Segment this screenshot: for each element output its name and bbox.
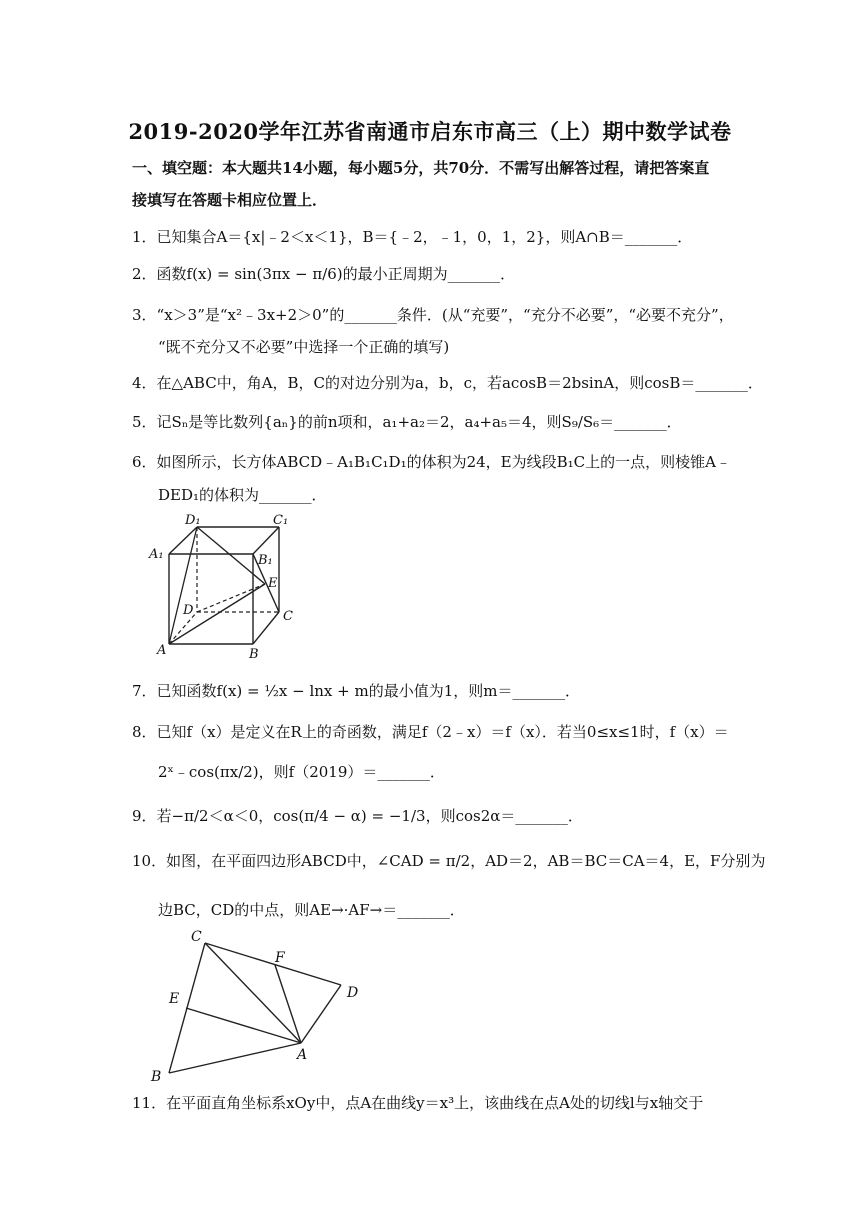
label-E: E <box>169 991 180 1007</box>
label-C: C <box>191 929 202 945</box>
section-heading-line2: 接填写在答题卡相应位置上． <box>132 191 328 209</box>
page-title: 2019-2020学年江苏省南通市启东市高三（上）期中数学试卷 <box>128 119 732 144</box>
label-B: B <box>249 647 259 660</box>
question-11: 11．在平面直角坐标系xOy中，点A在曲线y＝x³上，该曲线在点A处的切线l与x轴交于 <box>132 1094 704 1112</box>
label-C: C <box>283 609 293 624</box>
question-8: 8．已知f（x）是定义在R上的奇函数，满足f（2﹣x）＝f（x）．若当0≤x≤1时，f（x）＝ <box>132 723 729 741</box>
label-D: D <box>183 603 194 618</box>
label-A: A <box>297 1047 308 1063</box>
question-4: 4．在△ABC中，角A，B，C的对边分别为a，b，c，若acosB＝2bsinA，则cosB＝_______． <box>132 374 763 392</box>
label-F: F <box>275 950 285 966</box>
label-A: A <box>157 643 167 658</box>
label-D1: D₁ <box>185 513 201 528</box>
quadrilateral-figure <box>145 925 375 1085</box>
question-10-line2: 边BC，CD的中点，则AE→·AF→＝_______． <box>158 901 465 919</box>
question-8-line2: 2ˣ﹣cos(πx/2)，则f（2019）＝_______． <box>158 763 445 781</box>
label-B1: B₁ <box>258 553 273 568</box>
question-6: 6．如图所示，长方体ABCD﹣A₁B₁C₁D₁的体积为24，E为线段B₁C上的一点，则棱锥A﹣ <box>132 453 731 471</box>
question-6-line2: DED₁的体积为_______． <box>158 486 327 504</box>
label-A1: A₁ <box>149 547 164 562</box>
question-2: 2．函数f(x) = sin(3πx − π/6)的最小正周期为_______． <box>132 265 516 283</box>
label-E: E <box>268 576 278 591</box>
question-7: 7．已知函数f(x) = ½x − lnx + m的最小值为1，则m＝_______． <box>132 682 580 700</box>
question-5: 5．记Sₙ是等比数列{aₙ}的前n项和，a₁+a₂＝2，a₄+a₅＝4，则S₉/S₆＝_______． <box>132 413 682 431</box>
question-3-line2: “既不充分又不必要”中选择一个正确的填写) <box>158 338 450 356</box>
question-3: 3．“x＞3”是“x²﹣3x+2＞0”的_______条件．(从“充要”，“充分不必要”，“必要不充分”， <box>132 306 734 324</box>
label-C1: C₁ <box>273 513 289 528</box>
question-10: 10．如图，在平面四边形ABCD中，∠CAD = π/2，AD＝2，AB＝BC＝CA＝4，E，F分别为 <box>132 852 766 870</box>
question-9: 9．若−π/2＜α＜0，cos(π/4 − α) = −1/3，则cos2α＝_______． <box>132 807 583 825</box>
label-D: D <box>347 985 359 1001</box>
section-heading-line1: 一、填空题：本大题共14小题，每小题5分，共70分．不需写出解答过程，请把答案直 <box>132 159 710 177</box>
label-B: B <box>151 1069 162 1085</box>
cuboid-figure <box>145 512 305 660</box>
question-1: 1．已知集合A＝{x|﹣2＜x＜1}，B＝{﹣2，﹣1，0，1，2}，则A∩B＝_______． <box>132 228 693 246</box>
